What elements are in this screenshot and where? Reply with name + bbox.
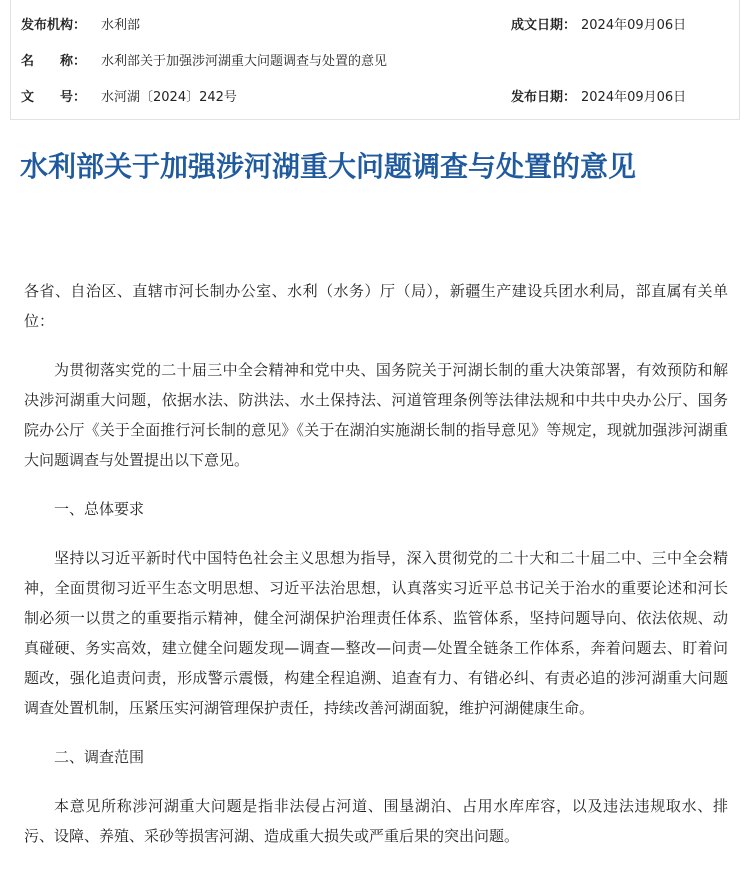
written-date-label: 成文日期： — [511, 18, 577, 33]
section-1-heading: 一、总体要求 — [54, 500, 145, 518]
name-value: 水利部关于加强涉河湖重大问题调查与处置的意见 — [101, 54, 388, 69]
written-date-value: 2024年09月06日 — [581, 18, 687, 33]
issuer-label: 发布机构： — [21, 18, 87, 33]
metadata-row-name — [11, 50, 739, 74]
issuer-value: 水利部 — [101, 18, 141, 33]
metadata-row-issuer — [11, 14, 739, 38]
intro-paragraph: 为贯彻落实党的二十届三中全会精神和党中央、国务院关于河湖长制的重大决策部署，有效预防和解决涉河湖重大问题，依据水法、防洪法、水土保持法、河道管理条例等法律法规和中共中央办公厅、国务院办公厅《关于全面推行河长制的意见》《关于在湖泊实施湖长制的指导意见》等规定，现就加强涉河湖重大问题调查与处置提出以下意见。 — [24, 361, 728, 469]
publish-date-value: 2024年09月06日 — [581, 90, 687, 105]
document-body — [24, 276, 728, 870]
metadata-row-docno — [11, 86, 739, 110]
salutation: 各省、自治区、直辖市河长制办公室、水利（水务）厅（局），新疆生产建设兵团水利局，部直属有关单位： — [24, 282, 728, 330]
docno-value: 水河湖〔2024〕242号 — [101, 90, 237, 105]
publish-date-label: 发布日期： — [511, 90, 577, 105]
name-label: 名 称： — [21, 54, 87, 69]
document-metadata-panel — [10, 0, 740, 120]
section-1-paragraph: 坚持以习近平新时代中国特色社会主义思想为指导，深入贯彻党的二十大和二十届二中、三中全会精神，全面贯彻习近平生态文明思想、习近平法治思想，认真落实习近平总书记关于治水的重要论述和河长制必须一以贯之的重要指示精神，健全河湖保护治理责任体系、监管体系，坚持问题导向、依法依规、动真碰硬、务实高效，建立健全问题发现—调查—整改—问责—处置全链条工作体系，奔着问题去、盯着问题改，强化追责问责，形成警示震慑，构建全程追溯、追查有力、有错必纠、有责必追的涉河湖重大问题调查处置机制，压紧压实河湖管理保护责任，持续改善河湖面貌，维护河湖健康生命。 — [24, 549, 728, 717]
section-2-heading: 二、调查范围 — [54, 748, 145, 766]
section-2-paragraph: 本意见所称涉河湖重大问题是指非法侵占河道、围垦湖泊、占用水库库容，以及违法违规取水、排污、设障、养殖、采砂等损害河湖、造成重大损失或严重后果的突出问题。 — [24, 797, 728, 845]
docno-label: 文 号： — [21, 90, 87, 105]
document-title: 水利部关于加强涉河湖重大问题调查与处置的意见 — [20, 150, 637, 183]
